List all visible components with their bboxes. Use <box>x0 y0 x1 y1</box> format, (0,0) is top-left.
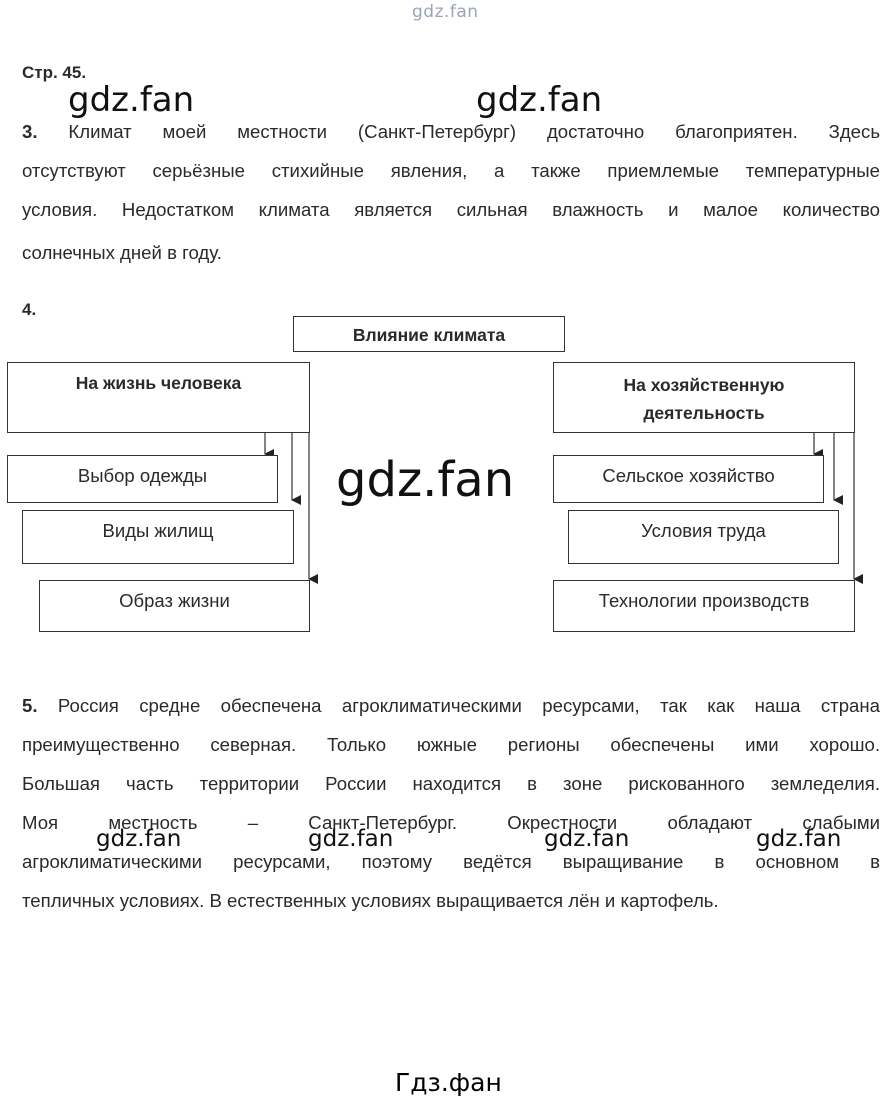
footer-watermark: Гдз.фан <box>395 1068 502 1097</box>
watermark: gdz.fan <box>68 80 195 120</box>
task4-number: 4. <box>22 300 37 319</box>
task5-line <box>22 686 880 725</box>
right-branch-title <box>553 362 855 433</box>
watermark: gdz.fan <box>308 826 394 852</box>
task3-line: солнечных дней в году. <box>22 242 222 263</box>
task3-number: 3. <box>22 121 38 142</box>
right-item-labor: Условия труда <box>568 510 839 564</box>
right-item-agriculture: Сельское хозяйство <box>553 455 824 503</box>
left-branch-title: На жизнь человека <box>7 362 310 433</box>
watermark-top: gdz.fan <box>412 2 479 22</box>
left-item-clothing: Выбор одежды <box>7 455 278 503</box>
right-branch-title-line1: На хозяйственную <box>623 375 785 395</box>
task3-line: отсутствуют серьёзные стихийные явления, а также приемлемые температурные <box>22 160 880 181</box>
task3-line: условия. Недостатком климата является сильная влажность и малое количество <box>22 199 880 220</box>
task5-line-text: Россия средне обеспечена агроклиматическими ресурсами, так как наша страна <box>57 695 880 716</box>
left-item-housing: Виды жилищ <box>22 510 294 564</box>
task5-line: Большая часть территории России находится в зоне рискованного земледелия. <box>22 773 880 794</box>
watermark-center: gdz.fan <box>336 452 515 508</box>
task5-line: агроклиматическими ресурсами, поэтому ведётся выращивание в основном в <box>22 851 880 872</box>
task3-line-text: Климат моей местности (Санкт-Петербург) достаточно благоприятен. Здесь <box>68 121 880 142</box>
left-item-lifestyle: Образ жизни <box>39 580 310 632</box>
task5-line: преимущественно северная. Только южные регионы обеспечены ими хорошо. <box>22 734 880 755</box>
task5-number: 5. <box>22 695 38 716</box>
page-heading: Стр. 45. <box>22 63 87 82</box>
right-item-technologies: Технологии производств <box>553 580 855 632</box>
task5-line: Моя местность – Санкт-Петербург. Окрестности обладают слабыми <box>22 812 880 833</box>
watermark: gdz.fan <box>96 826 182 852</box>
right-branch-title-line2: деятельность <box>643 403 765 423</box>
watermark: gdz.fan <box>476 80 603 120</box>
diagram-root: Влияние климата <box>293 316 565 352</box>
watermark: gdz.fan <box>756 826 842 852</box>
watermark: gdz.fan <box>544 826 630 852</box>
task5-paragraph <box>22 686 880 920</box>
task5-line: тепличных условиях. В естественных условиях выращивается лён и картофель. <box>22 890 719 911</box>
